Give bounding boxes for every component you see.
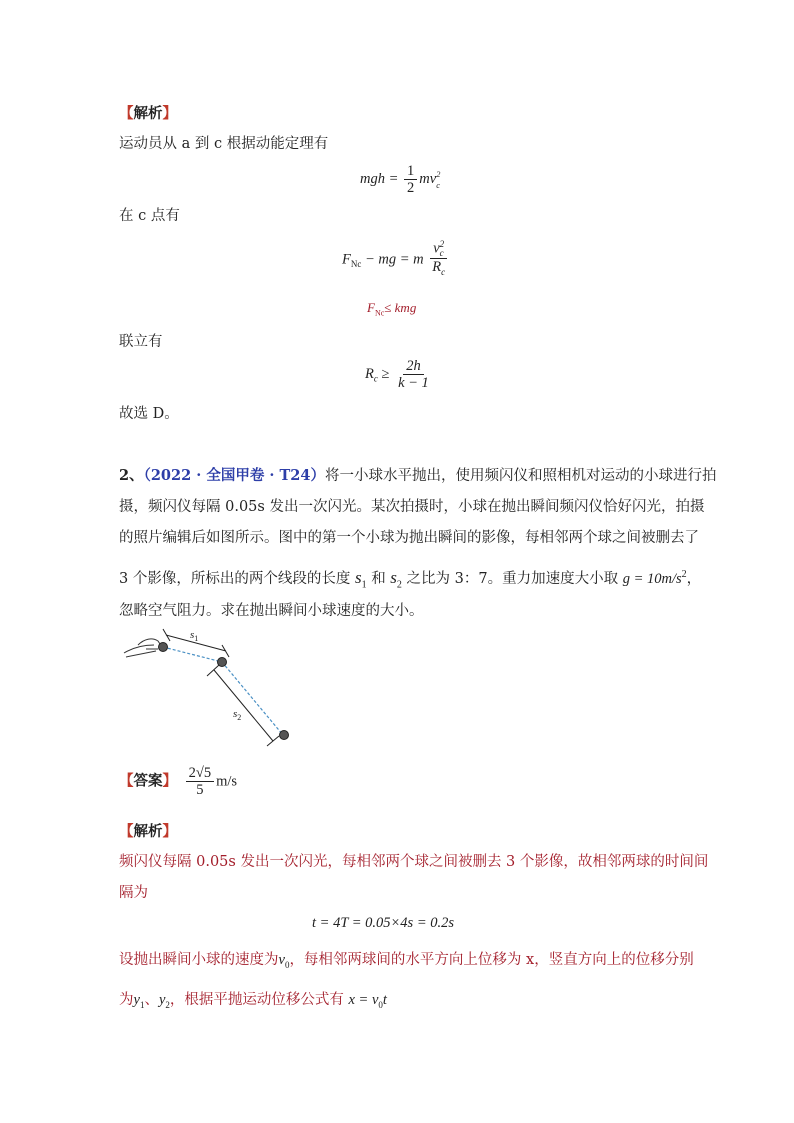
solution-line-1: 频闪仪每隔 0.05s 发出一次闪光，每相邻两个球之间被删去 3 个影像，故相邻两球的时间间 xyxy=(119,854,709,870)
jiexi-heading-2: 【解析】 xyxy=(119,823,177,840)
projectile-figure xyxy=(118,625,303,750)
label-s2: $s_2$ xyxy=(233,708,242,722)
question-line-3: 的照片编辑后如图所示。图中的第一个小球为抛出瞬间的影像，每相邻两个球之间被删去了 xyxy=(119,530,699,546)
s2-arrow xyxy=(214,670,273,741)
solution-line-2: 隔为 xyxy=(119,885,148,901)
question-line-4: 3 个影像，所标出的两个线段的长度 $s_1$ 和 $s_2$ 之比为 3：7。重力加速度大小取 $g = 10m/s^2$， xyxy=(119,567,702,591)
solution-text-2: 在 c 点有 xyxy=(119,208,180,224)
question-line-2: 摄，频闪仪每隔 0.05s 发出一次闪光。某次拍摄时，小球在抛出瞬间频闪仪恰好闪光，拍摄 xyxy=(119,499,705,515)
equation-normal-force: $F_{Nc}$ − mg = m v 2 c $R_c$ xyxy=(342,240,450,280)
question-line-5: 忽略空气阻力。求在抛出瞬间小球速度的大小。 xyxy=(119,603,424,619)
hand-icon xyxy=(124,639,162,657)
ball-2 xyxy=(218,658,227,667)
solution-text-3: 联立有 xyxy=(119,334,163,350)
equation-constraint: $F_{Nc}\le$ kmg xyxy=(367,300,417,318)
ball-1 xyxy=(159,643,168,652)
label-s1: $s_1$ xyxy=(190,629,199,643)
solution-text-1: 运动员从 a 到 c 根据动能定理有 xyxy=(119,136,329,152)
jiexi-heading-1: 【解析】 xyxy=(119,105,177,122)
dashed-segment-2 xyxy=(222,662,283,735)
solution-text-4: 故选 D。 xyxy=(119,406,179,422)
answer-row: 【答案】 $\frac{2√5}{5}$ m/s xyxy=(119,765,238,798)
equation-radius: $R_c$ ≥ $\frac{2h}{k - 1}$ xyxy=(365,358,429,391)
equation-time-interval: t = 4T = 0.05×4s = 0.2s xyxy=(312,915,455,931)
solution-line-3: 设抛出瞬间小球的速度为$v_0$，每相邻两球间的水平方向上位移为 x，竖直方向上的位移分别 xyxy=(119,952,694,970)
equation-kinetic-energy: mgh = $\frac{1}{2}$ mv 2 c xyxy=(360,163,441,196)
solution-line-4: 为$y_1$、$y_2$，根据平抛运动位移公式有 $x = v_0t$ xyxy=(119,992,387,1010)
question-line-1: 2、（2022 · 全国甲卷 · T24）将一小球水平抛出，使用频闪仪和照相机对运动的小球进行拍 xyxy=(119,467,717,484)
ball-3 xyxy=(280,731,289,740)
dashed-segment-1 xyxy=(163,647,222,662)
